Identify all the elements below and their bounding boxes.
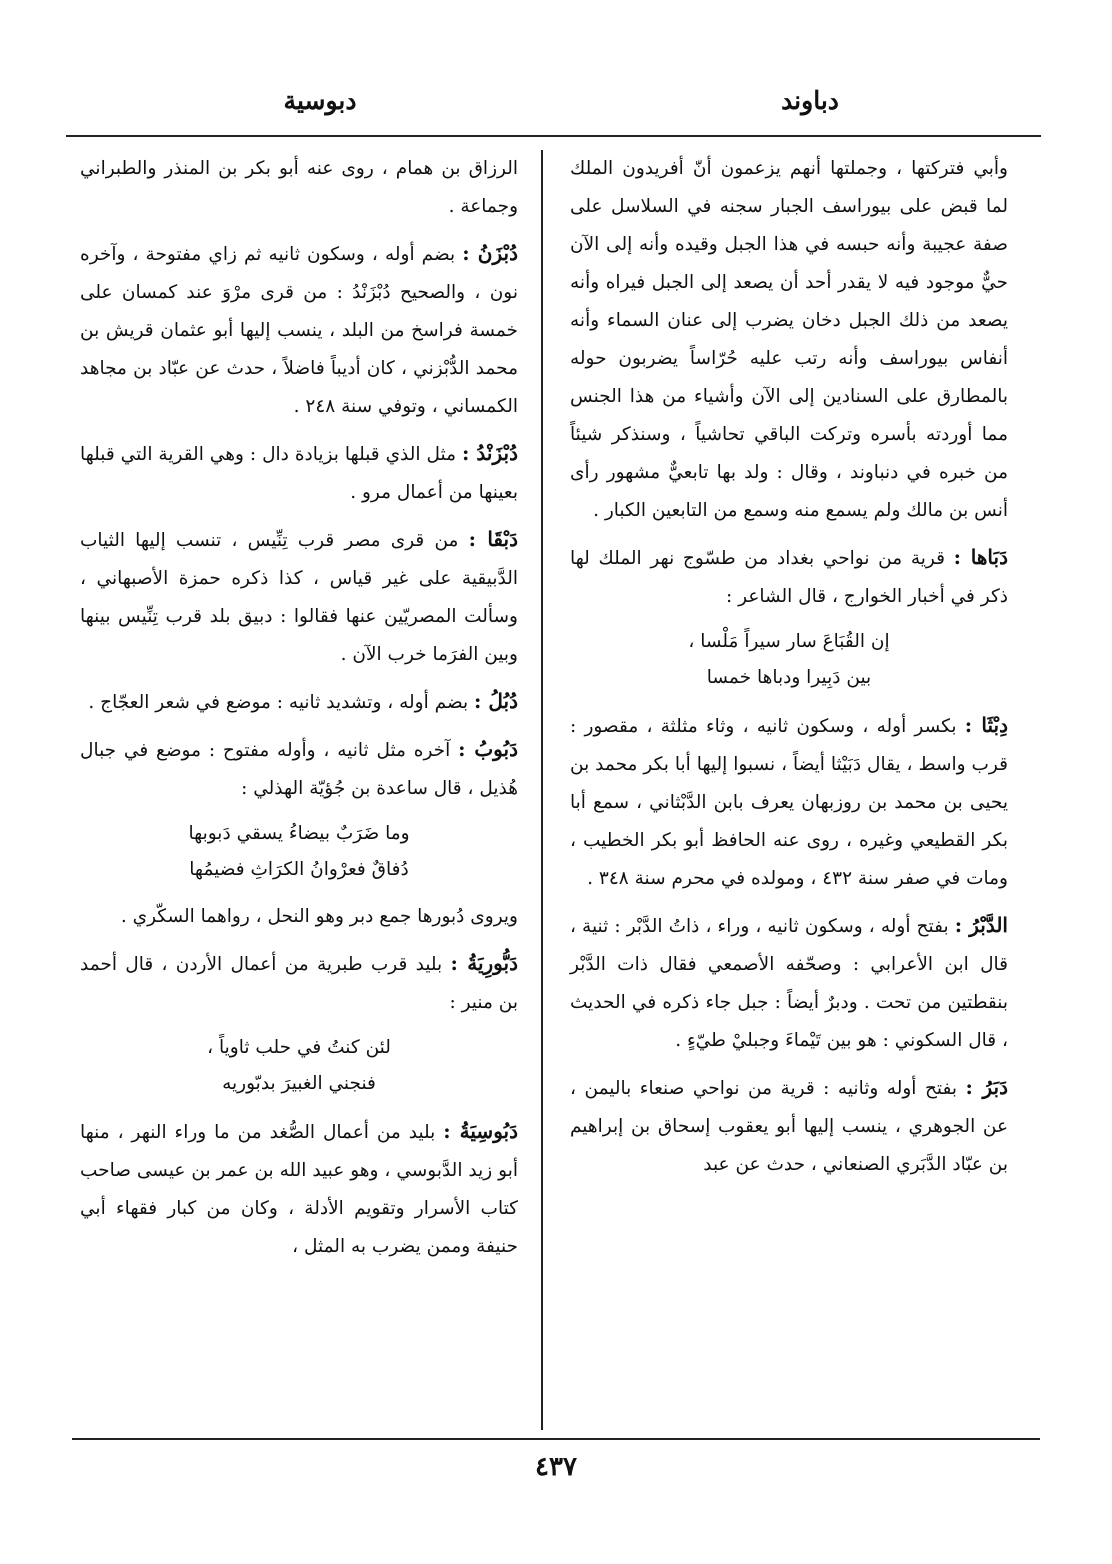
continued-text: الرزاق بن همام ، روى عنه أبو بكر بن المنذر والطبراني وجماعة . [80,158,518,217]
entry-dibtha [570,706,1008,898]
entry-dabar [570,1068,1008,1184]
verse [80,1030,518,1102]
running-head-left: دبوسية [283,86,357,115]
entry-dabusiyya [80,1112,518,1266]
entry-headword: دَبُوسِيَةُ : [443,1119,518,1143]
continued-text: وأبي فتركتها ، وجملتها أنهم يزعمون أنّ أفريدون الملك لما قبض على بيوراسف الجبار سجنه في السلاسل على صفة عجيبة وأنه حبسه في هذا الجبل وقيده وأنه إلى الآن حيٌّ موجود فيه لا يقدر أحد أن يصعد إلى الجبل فيراه وأنه يصعد من ذلك الجبل دخان يضرب إلى عنان السماء وأنه أنفاس بيوراسف وأنه رتب عليه حُرّاساً يضربون حوله بالمطارق على السنادين إلى الآن وأشياء من هذا الجنس مما أوردته بأسره وتركت الباقي تحاشياً ، وسنذكر شيئاً من خبره في دنباوند ، وقال : ولد بها تابعيٌّ مشهور رأى أنس بن مالك ولم يسمع منه وسمع من التابعين الكبار . [570,158,1008,521]
column-divider [541,150,543,1430]
entry-dabburiyya [80,944,518,1022]
entry-text: بكسر أوله ، وسكون ثانيه ، وثاء مثلثة ، مقصور : قرب واسط ، يقال دَبَيْثا أيضاً ، نسبوا إليها أبا بكر محمد بن يحيى بن محمد بن روزبهان يعرف بابن الدَّبْثاني ، سمع أبا بكر القطيعي وغيره ، روى عنه الحافظ أبو بكر الخطيب ، ومات في صفر سنة ٤٣٢ ، ومولده في محرم سنة ٣٤٨ . [570,716,1008,889]
entry-headword: الدَّبْرُ : [954,913,1008,937]
footer-rule [72,1438,1040,1440]
verse [80,816,518,888]
header-rule [66,135,1041,137]
entry-dabub [80,730,518,808]
left-column [80,150,518,1430]
entry-dubzand [80,434,518,512]
entry-headword: دَبْقَا : [468,527,519,551]
entry-dabaha [570,538,1008,616]
entry-text: بفتح أوله ، وسكون ثانيه ، وراء ، ذاتُ الدَّبْر : ثنية ، قال ابن الأعرابي : وصحّفه الأصمعي فقال ذات الدَّبْر بنقطتين من تحت . ودبرٌ أيضاً : جبل جاء ذكره في الحديث ، قال السكوني : هو بين تَيْماءَ وجبليْ طيّءٍ . [570,916,1008,1051]
entry-text: بضم أوله ، وتشديد ثانيه : موضع في شعر العجّاج . [88,692,469,713]
entry-headword: دِبْثَا : [964,713,1008,737]
entry-text: مثل الذي قبلها بزيادة دال : وهي القرية التي قبلها بعينها من أعمال مرو . [80,444,518,503]
verse [570,624,1008,696]
entry-headword: دَبُوبُ : [458,737,518,761]
entry-headword: دُبُلُ : [474,689,518,713]
hemistich: دُفاقٌ فعرْوانُ الكرَاثِ فضيمُها [189,859,409,880]
entry-text: بضم أوله ، وسكون ثانيه ثم زاي مفتوحة ، وآخره نون ، والصحيح دُبْزَنْدُ : من قرى مرْوَ عند كمسان على خمسة فراسخ من البلد ، ينسب إليها أبو عثمان قريش بن محمد الدُّبْزني ، كان أديباً فاضلاً ، حدث عن عبّاد بن مجاهد الكمساني ، وتوفي سنة ٢٤٨ . [80,244,518,417]
entry-headword: دَبَاها : [953,545,1008,569]
entry-headword: دُبْزَنُ : [462,241,518,265]
entry-headword: دَبَرُ : [965,1075,1008,1099]
entry-text: بليد من أعمال الصُّغد من ما وراء النهر ، منها أبو زيد الدَّبوسي ، وهو عبيد الله بن عمر بن عيسى صاحب كتاب الأسرار وتقويم الأدلة ، وكان من كبار فقهاء أبي حنيفة وممن يضرب به المثل ، [80,1122,518,1257]
right-column [570,150,1008,1430]
entry-dabqa [80,520,518,674]
running-head-right: دباوند [781,86,839,115]
entry-text: قرية من نواحي بغداد من طسّوج نهر الملك لها ذكر في أخبار الخوارج ، قال الشاعر : [570,548,1008,607]
entry-text: بفتح أوله وثانيه : قرية من نواحي صنعاء باليمن ، عن الجوهري ، ينسب إليها أبو يعقوب إسحاق بن إبراهيم بن عبّاد الدَّبَري الصنعاني ، حدث عن عبد [570,1078,1008,1175]
hemistich: لئن كنتُ في حلب ثاوياً ، [207,1037,391,1058]
page-number: ٤٣٧ [535,1452,577,1482]
entry-text: من قرى مصر قرب تِنِّيس ، تنسب إليها الثياب الدَّبيقية على غير قياس ، كذا ذكره حمزة الأصبهاني ، وسألت المصريّين عنها فقالوا : دبيق بلد قرب تِنِّيس بينها وبين الفرَما خرب الآن . [80,530,518,665]
entry-headword: دُبْزَنْدُ : [461,441,518,465]
hemistich: بين دَبِيرا ودباها خمسا [706,667,872,688]
entry-dubzan [80,234,518,426]
entry-aldabr [570,906,1008,1060]
entry-text-continued: ويروى دُبورها جمع دبر وهو النحل ، رواهما السكّري . [120,906,518,927]
entry-dubl [80,682,518,722]
hemistich: إن القُبَاعَ سار سيراً مَلْسا ، [688,631,890,652]
entry-text: آخره مثل ثانيه ، وأوله مفتوح : موضع في جبال هُذيل ، قال ساعدة بن جُؤيّة الهذلي : [80,740,518,799]
hemistich: وما ضَرَبٌ بيضاءُ يسقي دَبوبها [188,823,410,844]
entry-text: بليد قرب طبرية من أعمال الأردن ، قال أحمد بن منير : [80,954,518,1013]
entry-headword: دَبُّورِيَةُ : [450,951,518,975]
hemistich: فنجني الغبيرَ بدبّوريه [222,1073,376,1094]
